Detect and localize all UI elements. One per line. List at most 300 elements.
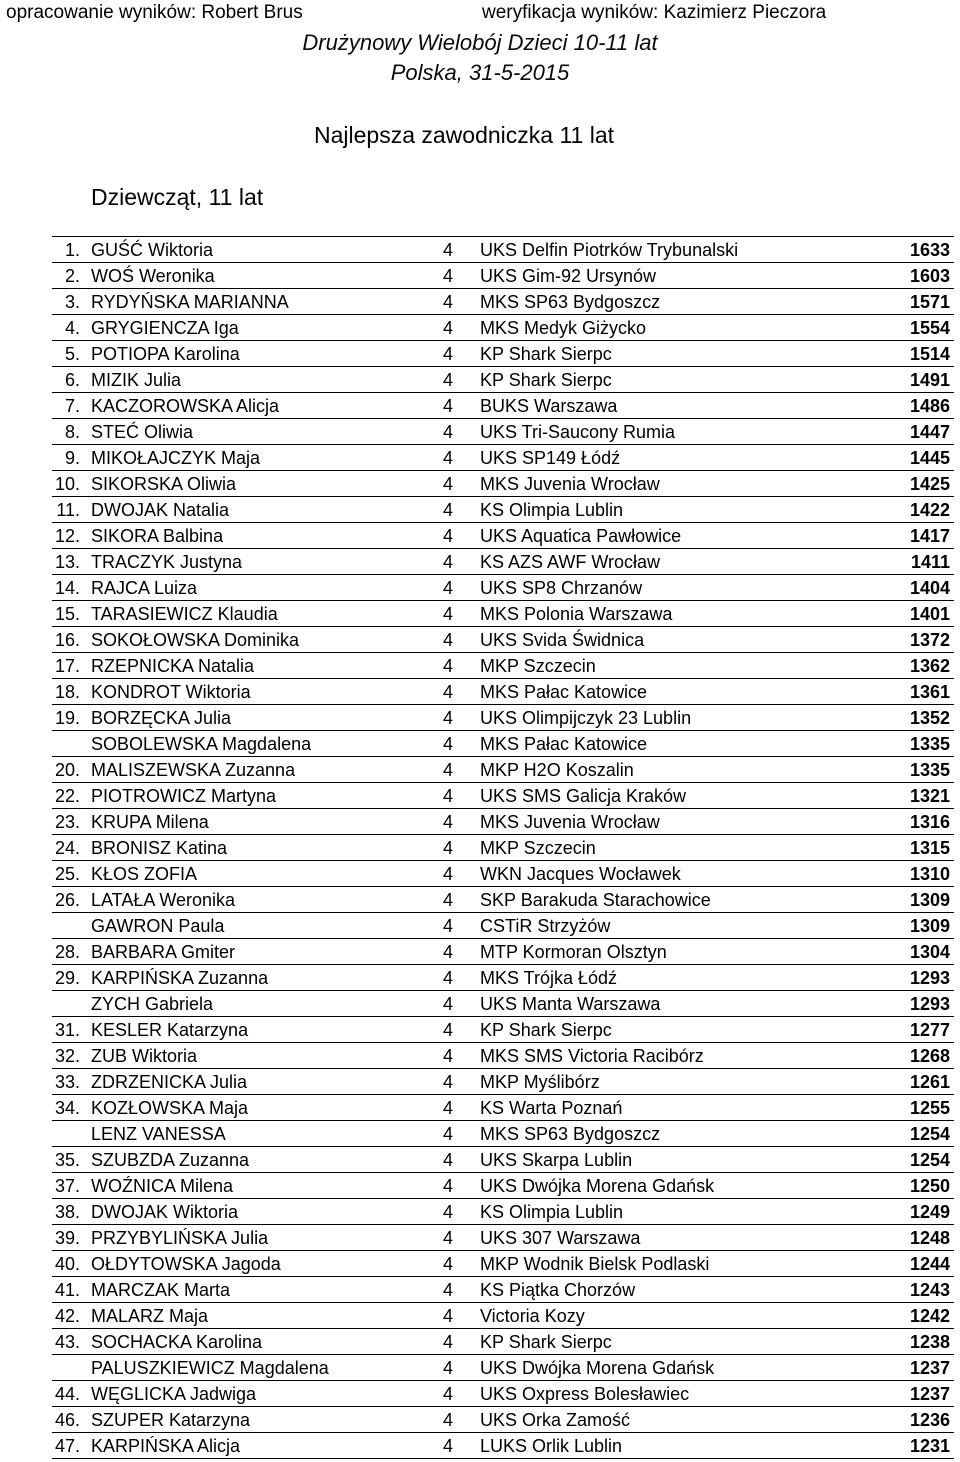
score-cell: 1249 bbox=[909, 1202, 950, 1222]
athlete-name-cell: RYDYŃSKA MARIANNA bbox=[91, 292, 289, 312]
club-cell: WKN Jacques Wocławek bbox=[480, 864, 681, 884]
row-divider bbox=[52, 990, 954, 991]
score-cell: 1445 bbox=[909, 448, 950, 468]
club-cell: MKS Polonia Warszawa bbox=[480, 604, 673, 624]
events-count-cell: 4 bbox=[443, 994, 454, 1014]
table-row bbox=[0, 1120, 960, 1146]
score-cell: 1404 bbox=[909, 578, 950, 598]
score-cell: 1238 bbox=[909, 1332, 950, 1352]
table-row bbox=[0, 600, 960, 626]
club-cell: UKS Dwójka Morena Gdańsk bbox=[480, 1176, 715, 1196]
athlete-name-cell: SIKORSKA Oliwia bbox=[91, 474, 237, 494]
row-divider bbox=[52, 860, 954, 861]
score-cell: 1514 bbox=[909, 344, 950, 364]
events-count-cell: 4 bbox=[443, 682, 454, 702]
club-cell: Victoria Kozy bbox=[480, 1306, 585, 1326]
row-divider bbox=[52, 1276, 954, 1277]
table-row bbox=[0, 678, 960, 704]
club-cell: KP Shark Sierpc bbox=[480, 1332, 612, 1352]
athlete-name-cell: POTIOPA Karolina bbox=[91, 344, 240, 364]
score-cell: 1250 bbox=[909, 1176, 950, 1196]
table-row bbox=[0, 574, 960, 600]
club-cell: MKP Myślibórz bbox=[480, 1072, 600, 1092]
score-cell: 1486 bbox=[909, 396, 950, 416]
row-divider bbox=[52, 314, 954, 315]
row-divider bbox=[52, 886, 954, 887]
club-cell: UKS SMS Galicja Kraków bbox=[480, 786, 687, 806]
table-row bbox=[0, 418, 960, 444]
club-cell: KS Olimpia Lublin bbox=[480, 1202, 624, 1222]
events-count-cell: 4 bbox=[443, 1384, 454, 1404]
club-cell: KS Olimpia Lublin bbox=[480, 500, 624, 520]
athlete-name-cell: PIOTROWICZ Martyna bbox=[91, 786, 277, 806]
athlete-name-cell: GAWRON Paula bbox=[91, 916, 225, 936]
club-cell: MKS SP63 Bydgoszcz bbox=[480, 1124, 661, 1144]
athlete-name-cell: GRYGIENCZA Iga bbox=[91, 318, 239, 338]
row-divider bbox=[52, 730, 954, 731]
club-cell: MKP H2O Koszalin bbox=[480, 760, 634, 780]
table-row bbox=[0, 1276, 960, 1302]
table-bottom-border bbox=[52, 1458, 954, 1459]
table-row bbox=[0, 756, 960, 782]
table-row bbox=[0, 990, 960, 1016]
events-count-cell: 4 bbox=[443, 1124, 454, 1144]
events-count-cell: 4 bbox=[443, 656, 454, 676]
events-count-cell: 4 bbox=[443, 370, 454, 390]
table-row bbox=[0, 1302, 960, 1328]
row-divider bbox=[52, 1146, 954, 1147]
row-divider bbox=[52, 756, 954, 757]
club-cell: UKS Gim-92 Ursynów bbox=[480, 266, 657, 286]
score-cell: 1361 bbox=[909, 682, 950, 702]
club-cell: LUKS Orlik Lublin bbox=[480, 1436, 623, 1456]
club-cell: UKS Orka Zamość bbox=[480, 1410, 631, 1430]
athlete-name-cell: KESLER Katarzyna bbox=[91, 1020, 249, 1040]
rank-cell: 20. bbox=[54, 760, 80, 780]
table-row bbox=[0, 1406, 960, 1432]
events-count-cell: 4 bbox=[443, 1046, 454, 1066]
events-count-cell: 4 bbox=[443, 786, 454, 806]
row-divider bbox=[52, 1198, 954, 1199]
events-count-cell: 4 bbox=[443, 942, 454, 962]
rank-cell: 25. bbox=[54, 864, 80, 884]
athlete-name-cell: BARBARA Gmiter bbox=[91, 942, 236, 962]
events-count-cell: 4 bbox=[443, 864, 454, 884]
rank-cell: 40. bbox=[54, 1254, 80, 1274]
table-row bbox=[0, 652, 960, 678]
events-count-cell: 4 bbox=[443, 1280, 454, 1300]
table-row bbox=[0, 1172, 960, 1198]
events-count-cell: 4 bbox=[443, 968, 454, 988]
events-count-cell: 4 bbox=[443, 890, 454, 910]
row-divider bbox=[52, 574, 954, 575]
athlete-name-cell: WOŹNICA Milena bbox=[91, 1176, 234, 1196]
rank-cell: 44. bbox=[54, 1384, 80, 1404]
category-title: Najlepsza zawodniczka 11 lat bbox=[314, 122, 615, 148]
score-cell: 1447 bbox=[909, 422, 950, 442]
club-cell: KP Shark Sierpc bbox=[480, 370, 612, 390]
rank-cell: 8. bbox=[64, 422, 80, 442]
athlete-name-cell: PALUSZKIEWICZ Magdalena bbox=[91, 1358, 329, 1378]
row-divider bbox=[52, 704, 954, 705]
athlete-name-cell: SOBOLEWSKA Magdalena bbox=[91, 734, 312, 754]
events-count-cell: 4 bbox=[443, 396, 454, 416]
rank-cell: 19. bbox=[54, 708, 80, 728]
row-divider bbox=[52, 1302, 954, 1303]
table-row bbox=[0, 314, 960, 340]
results-compiled-by: opracowanie wyników: Robert Brus bbox=[6, 2, 303, 23]
events-count-cell: 4 bbox=[443, 1332, 454, 1352]
table-row bbox=[0, 496, 960, 522]
athlete-name-cell: SIKORA Balbina bbox=[91, 526, 224, 546]
athlete-name-cell: OŁDYTOWSKA Jagoda bbox=[91, 1254, 281, 1274]
score-cell: 1254 bbox=[909, 1124, 950, 1144]
rank-cell: 38. bbox=[54, 1202, 80, 1222]
score-cell: 1571 bbox=[909, 292, 950, 312]
events-count-cell: 4 bbox=[443, 1410, 454, 1430]
rank-cell: 26. bbox=[54, 890, 80, 910]
athlete-name-cell: SZUPER Katarzyna bbox=[91, 1410, 251, 1430]
athlete-name-cell: KACZOROWSKA Alicja bbox=[91, 396, 280, 416]
table-row bbox=[0, 522, 960, 548]
score-cell: 1309 bbox=[909, 916, 950, 936]
row-divider bbox=[52, 938, 954, 939]
score-cell: 1244 bbox=[909, 1254, 950, 1274]
table-row bbox=[0, 912, 960, 938]
rank-cell: 10. bbox=[54, 474, 80, 494]
athlete-name-cell: KARPIŃSKA Zuzanna bbox=[91, 968, 269, 988]
athlete-name-cell: BORZĘCKA Julia bbox=[91, 708, 232, 728]
rank-cell: 2. bbox=[64, 266, 80, 286]
table-row bbox=[0, 1354, 960, 1380]
row-divider bbox=[52, 392, 954, 393]
rank-cell: 41. bbox=[54, 1280, 80, 1300]
table-row bbox=[0, 1016, 960, 1042]
row-divider bbox=[52, 1250, 954, 1251]
row-divider bbox=[52, 1328, 954, 1329]
rank-cell: 1. bbox=[64, 240, 80, 260]
athlete-name-cell: MIZIK Julia bbox=[91, 370, 182, 390]
events-count-cell: 4 bbox=[443, 1228, 454, 1248]
rank-cell: 11. bbox=[56, 500, 80, 520]
events-count-cell: 4 bbox=[443, 1436, 454, 1456]
table-row bbox=[0, 938, 960, 964]
group-label: Dziewcząt, 11 lat bbox=[91, 184, 264, 210]
events-count-cell: 4 bbox=[443, 1254, 454, 1274]
row-divider bbox=[52, 1406, 954, 1407]
events-count-cell: 4 bbox=[443, 1072, 454, 1092]
club-cell: KS AZS AWF Wrocław bbox=[480, 552, 661, 572]
score-cell: 1254 bbox=[909, 1150, 950, 1170]
events-count-cell: 4 bbox=[443, 916, 454, 936]
score-cell: 1231 bbox=[909, 1436, 950, 1456]
athlete-name-cell: TRACZYK Justyna bbox=[91, 552, 243, 572]
athlete-name-cell: STEĆ Oliwia bbox=[91, 422, 194, 442]
rank-cell: 34. bbox=[54, 1098, 80, 1118]
club-cell: UKS 307 Warszawa bbox=[480, 1228, 641, 1248]
athlete-name-cell: TARASIEWICZ Klaudia bbox=[91, 604, 278, 624]
score-cell: 1316 bbox=[909, 812, 950, 832]
score-cell: 1335 bbox=[909, 734, 950, 754]
athlete-name-cell: MALISZEWSKA Zuzanna bbox=[91, 760, 296, 780]
club-cell: UKS Aquatica Pawłowice bbox=[480, 526, 682, 546]
rank-cell: 5. bbox=[64, 344, 80, 364]
events-count-cell: 4 bbox=[443, 448, 454, 468]
row-divider bbox=[52, 262, 954, 263]
results-verified-by: weryfikacja wyników: Kazimierz Pieczora bbox=[482, 2, 827, 23]
rank-cell: 43. bbox=[54, 1332, 80, 1352]
athlete-name-cell: SZUBZDA Zuzanna bbox=[91, 1150, 250, 1170]
table-row bbox=[0, 1042, 960, 1068]
club-cell: MKS Trójka Łódź bbox=[480, 968, 618, 988]
table-row bbox=[0, 366, 960, 392]
rank-cell: 14. bbox=[54, 578, 80, 598]
score-cell: 1401 bbox=[909, 604, 950, 624]
row-divider bbox=[52, 964, 954, 965]
score-cell: 1425 bbox=[909, 474, 950, 494]
rank-cell: 4. bbox=[64, 318, 80, 338]
row-divider bbox=[52, 626, 954, 627]
row-divider bbox=[52, 1432, 954, 1433]
table-row bbox=[0, 1146, 960, 1172]
rank-cell: 22. bbox=[54, 786, 80, 806]
score-cell: 1242 bbox=[909, 1306, 950, 1326]
club-cell: MTP Kormoran Olsztyn bbox=[480, 942, 667, 962]
score-cell: 1237 bbox=[909, 1384, 950, 1404]
row-divider bbox=[52, 600, 954, 601]
score-cell: 1554 bbox=[909, 318, 950, 338]
club-cell: MKP Szczecin bbox=[480, 838, 596, 858]
events-count-cell: 4 bbox=[443, 630, 454, 650]
table-row bbox=[0, 236, 960, 262]
table-row bbox=[0, 548, 960, 574]
score-cell: 1310 bbox=[909, 864, 950, 884]
athlete-name-cell: KRUPA Milena bbox=[91, 812, 209, 832]
rank-cell: 3. bbox=[64, 292, 80, 312]
athlete-name-cell: KOZŁOWSKA Maja bbox=[91, 1098, 249, 1118]
rank-cell: 32. bbox=[54, 1046, 80, 1066]
events-count-cell: 4 bbox=[443, 1176, 454, 1196]
events-count-cell: 4 bbox=[443, 1358, 454, 1378]
row-divider bbox=[52, 444, 954, 445]
club-cell: MKP Szczecin bbox=[480, 656, 596, 676]
athlete-name-cell: ZYCH Gabriela bbox=[91, 994, 214, 1014]
score-cell: 1491 bbox=[909, 370, 950, 390]
events-count-cell: 4 bbox=[443, 474, 454, 494]
club-cell: UKS Tri-Saucony Rumia bbox=[480, 422, 676, 442]
athlete-name-cell: KONDROT Wiktoria bbox=[91, 682, 251, 702]
club-cell: UKS Svida Świdnica bbox=[480, 630, 645, 650]
table-row bbox=[0, 782, 960, 808]
table-row bbox=[0, 288, 960, 314]
athlete-name-cell: MARCZAK Marta bbox=[91, 1280, 231, 1300]
row-divider bbox=[52, 912, 954, 913]
club-cell: CSTiR Strzyżów bbox=[480, 916, 611, 936]
rank-cell: 13. bbox=[54, 552, 80, 572]
rank-cell: 28. bbox=[54, 942, 80, 962]
row-divider bbox=[52, 652, 954, 653]
rank-cell: 42. bbox=[54, 1306, 80, 1326]
row-divider bbox=[52, 470, 954, 471]
athlete-name-cell: DWOJAK Natalia bbox=[91, 500, 230, 520]
club-cell: MKP Wodnik Bielsk Podlaski bbox=[480, 1254, 710, 1274]
club-cell: MKS SMS Victoria Racibórz bbox=[480, 1046, 704, 1066]
table-row bbox=[0, 964, 960, 990]
score-cell: 1309 bbox=[909, 890, 950, 910]
events-count-cell: 4 bbox=[443, 1202, 454, 1222]
events-count-cell: 4 bbox=[443, 422, 454, 442]
score-cell: 1411 bbox=[910, 552, 950, 572]
rank-cell: 15. bbox=[54, 604, 80, 624]
row-divider bbox=[52, 1354, 954, 1355]
athlete-name-cell: ZUB Wiktoria bbox=[91, 1046, 198, 1066]
results-table bbox=[0, 236, 960, 1458]
row-divider bbox=[52, 1120, 954, 1121]
score-cell: 1236 bbox=[909, 1410, 950, 1430]
athlete-name-cell: WOŚ Weronika bbox=[91, 266, 215, 286]
athlete-name-cell: KARPIŃSKA Alicja bbox=[91, 1436, 241, 1456]
table-row bbox=[0, 1432, 960, 1458]
row-divider bbox=[52, 366, 954, 367]
score-cell: 1603 bbox=[909, 266, 950, 286]
club-cell: MKS Juvenia Wrocław bbox=[480, 474, 660, 494]
row-divider bbox=[52, 834, 954, 835]
table-row bbox=[0, 860, 960, 886]
row-divider bbox=[52, 808, 954, 809]
table-row bbox=[0, 808, 960, 834]
athlete-name-cell: RAJCA Luiza bbox=[91, 578, 198, 598]
table-row bbox=[0, 1380, 960, 1406]
score-cell: 1417 bbox=[909, 526, 950, 546]
table-row bbox=[0, 1094, 960, 1120]
rank-cell: 39. bbox=[54, 1228, 80, 1248]
row-divider bbox=[52, 1224, 954, 1225]
score-cell: 1237 bbox=[909, 1358, 950, 1378]
score-cell: 1255 bbox=[909, 1098, 950, 1118]
events-count-cell: 4 bbox=[443, 760, 454, 780]
row-divider bbox=[52, 1172, 954, 1173]
athlete-name-cell: RZEPNICKA Natalia bbox=[91, 656, 255, 676]
events-count-cell: 4 bbox=[443, 734, 454, 754]
rank-cell: 6. bbox=[64, 370, 80, 390]
score-cell: 1372 bbox=[909, 630, 950, 650]
athlete-name-cell: GUŚĆ Wiktoria bbox=[91, 240, 214, 260]
table-row bbox=[0, 262, 960, 288]
row-divider bbox=[52, 496, 954, 497]
rank-cell: 31. bbox=[54, 1020, 80, 1040]
row-divider bbox=[52, 236, 954, 237]
score-cell: 1422 bbox=[909, 500, 950, 520]
club-cell: UKS SP8 Chrzanów bbox=[480, 578, 643, 598]
rank-cell: 46. bbox=[54, 1410, 80, 1430]
events-count-cell: 4 bbox=[443, 1150, 454, 1170]
event-title: Drużynowy Wielobój Dzieci 10-11 lat bbox=[302, 30, 658, 55]
athlete-name-cell: WĘGLICKA Jadwiga bbox=[91, 1384, 257, 1404]
score-cell: 1335 bbox=[909, 760, 950, 780]
club-cell: UKS Manta Warszawa bbox=[480, 994, 661, 1014]
row-divider bbox=[52, 1016, 954, 1017]
club-cell: MKS Pałac Katowice bbox=[480, 734, 648, 754]
athlete-name-cell: DWOJAK Wiktoria bbox=[91, 1202, 239, 1222]
rank-cell: 37. bbox=[54, 1176, 80, 1196]
table-row bbox=[0, 730, 960, 756]
table-row bbox=[0, 340, 960, 366]
club-cell: UKS SP149 Łódź bbox=[480, 448, 621, 468]
score-cell: 1304 bbox=[909, 942, 950, 962]
rank-cell: 35. bbox=[54, 1150, 80, 1170]
row-divider bbox=[52, 1068, 954, 1069]
row-divider bbox=[52, 782, 954, 783]
events-count-cell: 4 bbox=[443, 526, 454, 546]
athlete-name-cell: ZDRZENICKA Julia bbox=[91, 1072, 248, 1092]
events-count-cell: 4 bbox=[443, 1020, 454, 1040]
rank-cell: 23. bbox=[54, 812, 80, 832]
athlete-name-cell: KŁOS ZOFIA bbox=[91, 864, 198, 884]
rank-cell: 7. bbox=[64, 396, 80, 416]
events-count-cell: 4 bbox=[443, 292, 454, 312]
table-row bbox=[0, 704, 960, 730]
row-divider bbox=[52, 548, 954, 549]
events-count-cell: 4 bbox=[443, 838, 454, 858]
table-row bbox=[0, 470, 960, 496]
club-cell: MKS Juvenia Wrocław bbox=[480, 812, 660, 832]
events-count-cell: 4 bbox=[443, 240, 454, 260]
score-cell: 1248 bbox=[909, 1228, 950, 1248]
events-count-cell: 4 bbox=[443, 266, 454, 286]
club-cell: MKS SP63 Bydgoszcz bbox=[480, 292, 661, 312]
athlete-name-cell: LATAŁA Weronika bbox=[91, 890, 236, 910]
club-cell: MKS Medyk Giżycko bbox=[480, 318, 647, 338]
rank-cell: 47. bbox=[54, 1436, 80, 1456]
events-count-cell: 4 bbox=[443, 578, 454, 598]
row-divider bbox=[52, 340, 954, 341]
score-cell: 1321 bbox=[909, 786, 950, 806]
events-count-cell: 4 bbox=[443, 604, 454, 624]
rank-cell: 29. bbox=[54, 968, 80, 988]
athlete-name-cell: BRONISZ Katina bbox=[91, 838, 228, 858]
row-divider bbox=[52, 678, 954, 679]
score-cell: 1362 bbox=[909, 656, 950, 676]
rank-cell: 18. bbox=[54, 682, 80, 702]
events-count-cell: 4 bbox=[443, 318, 454, 338]
events-count-cell: 4 bbox=[443, 344, 454, 364]
rank-cell: 24. bbox=[54, 838, 80, 858]
club-cell: UKS Olimpijczyk 23 Lublin bbox=[480, 708, 692, 728]
club-cell: UKS Skarpa Lublin bbox=[480, 1150, 633, 1170]
club-cell: SKP Barakuda Starachowice bbox=[480, 890, 711, 910]
score-cell: 1277 bbox=[909, 1020, 950, 1040]
events-count-cell: 4 bbox=[443, 552, 454, 572]
table-row bbox=[0, 834, 960, 860]
score-cell: 1352 bbox=[909, 708, 950, 728]
row-divider bbox=[52, 1380, 954, 1381]
row-divider bbox=[52, 288, 954, 289]
club-cell: KP Shark Sierpc bbox=[480, 344, 612, 364]
score-cell: 1293 bbox=[909, 968, 950, 988]
club-cell: MKS Pałac Katowice bbox=[480, 682, 648, 702]
table-row bbox=[0, 1250, 960, 1276]
table-row bbox=[0, 1224, 960, 1250]
athlete-name-cell: MIKOŁAJCZYK Maja bbox=[91, 448, 261, 468]
events-count-cell: 4 bbox=[443, 1306, 454, 1326]
athlete-name-cell: LENZ VANESSA bbox=[91, 1124, 226, 1144]
table-row bbox=[0, 444, 960, 470]
events-count-cell: 4 bbox=[443, 1098, 454, 1118]
score-cell: 1293 bbox=[909, 994, 950, 1014]
row-divider bbox=[52, 522, 954, 523]
rank-cell: 12. bbox=[54, 526, 80, 546]
club-cell: KP Shark Sierpc bbox=[480, 1020, 612, 1040]
